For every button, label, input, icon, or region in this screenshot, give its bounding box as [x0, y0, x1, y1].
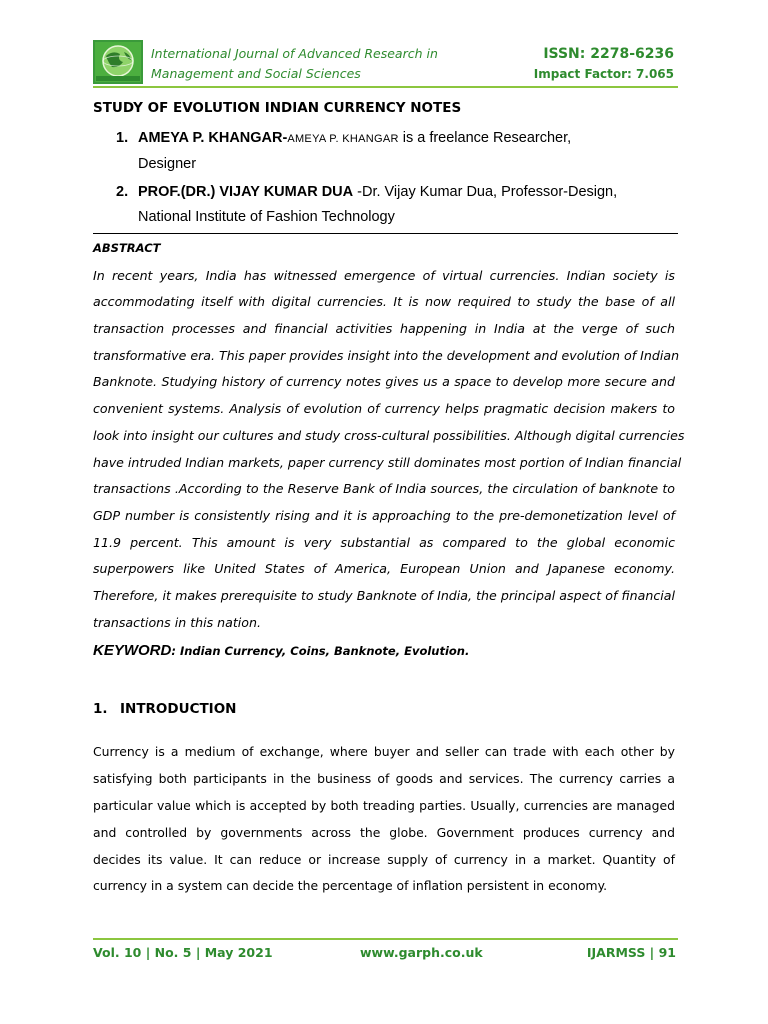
abstract-line: accommodating itself with digital currencies. It is now required to study the base of all [93, 294, 675, 310]
section-divider [93, 233, 678, 234]
intro-line: and controlled by governments across the globe. Government produces currency and [93, 824, 675, 840]
intro-line: satisfying both participants in the business of goods and services. The currency carries a [93, 770, 675, 786]
introduction-body [93, 739, 675, 900]
intro-line: particular value which is accepted by both treading parties. Usually, currencies are managed [93, 797, 675, 813]
journal-meta [534, 44, 674, 84]
author-list [116, 126, 676, 230]
header-divider [93, 86, 678, 88]
section-title: INTRODUCTION [120, 701, 237, 717]
issn-label: ISSN: 2278-6236 [543, 46, 674, 62]
author-item [116, 180, 676, 230]
journal-name-line2: Management and Social Sciences [151, 66, 361, 81]
journal-header [93, 40, 678, 86]
author-affiliation-cont: Designer [138, 156, 197, 172]
globe-logo-icon [93, 40, 143, 84]
author-number: 2. [116, 184, 129, 200]
abstract-line: Banknote. Studying history of currency notes gives us a space to develop more secure and [93, 374, 675, 390]
section-heading [93, 701, 236, 717]
abstract-line: GDP number is consistently rising and it is approaching to the pre-demonetization level of [93, 507, 675, 523]
author-affiliation: is a freelance Researcher, [398, 130, 572, 146]
abstract-line: transaction processes and financial activities happening in India at the verge of such [93, 321, 675, 337]
section-number: 1. [93, 701, 108, 717]
abstract-line: look into insight our cultures and study cross-cultural possibilities. Although digital currencies [93, 427, 685, 443]
author-item [116, 126, 676, 177]
keyword-values: : Indian Currency, Coins, Banknote, Evolution. [171, 644, 470, 658]
intro-line: currency in a system can decide the percentage of inflation persistent in economy. [93, 878, 608, 894]
abstract-line: 11.9 percent. This amount is very substantial as compared to the global economic [93, 534, 675, 550]
keywords [93, 642, 469, 660]
intro-line: Currency is a medium of exchange, where buyer and seller can trade with each other by [93, 744, 675, 759]
author-name: AMEYA P. KHANGAR- [138, 130, 288, 146]
footer-divider [93, 938, 678, 940]
author-number: 1. [116, 130, 129, 146]
abstract-line: transformative era. This paper provides insight into the development and evolution of Indian [93, 347, 680, 363]
keyword-label: KEYWORD [93, 642, 172, 659]
abstract-body [93, 236, 685, 636]
author-affiliation-cont: National Institute of Fashion Technology [138, 209, 395, 225]
abstract-line: Therefore, it makes prerequisite to study Banknote of India, the principal aspect of financial [93, 587, 675, 603]
impact-factor-label: Impact Factor: 7.065 [533, 67, 674, 81]
abstract-line: convenient systems. Analysis of evolution of currency helps pragmatic decision makers to [93, 401, 675, 417]
abstract-line: In recent years, India has witnessed emergence of virtual currencies. Indian society is [93, 267, 675, 283]
abstract-heading: ABSTRACT [93, 241, 161, 255]
paper-title: STUDY OF EVOLUTION INDIAN CURRENCY NOTES [93, 100, 462, 116]
journal-name [151, 44, 438, 84]
author-name-smallcaps: AMEYA P. KHANGAR [287, 133, 399, 145]
author-name: PROF.(DR.) VIJAY KUMAR DUA [138, 184, 354, 200]
intro-line: decides its value. It can reduce or increase supply of currency in a market. Quantity of [93, 851, 675, 867]
footer-page-number: IJARMSS | 91 [586, 945, 676, 960]
page-footer [93, 945, 676, 967]
footer-website-link[interactable]: www.garph.co.uk [360, 945, 483, 960]
footer-volume: Vol. 10 | No. 5 | May 2021 [93, 945, 273, 960]
author-affiliation: -Dr. Vijay Kumar Dua, Professor-Design, [353, 184, 618, 200]
abstract-line: superpowers like United States of America, European Union and Japanese economy. [93, 561, 675, 577]
abstract-line: have intruded Indian markets, paper currency still dominates most portion of Indian financial [93, 454, 682, 470]
abstract-line: transactions .According to the Reserve Bank of India sources, the circulation of banknote to [93, 481, 675, 497]
abstract-line: transactions in this nation. [93, 614, 261, 630]
journal-name-line1: International Journal of Advanced Research in [151, 46, 438, 61]
